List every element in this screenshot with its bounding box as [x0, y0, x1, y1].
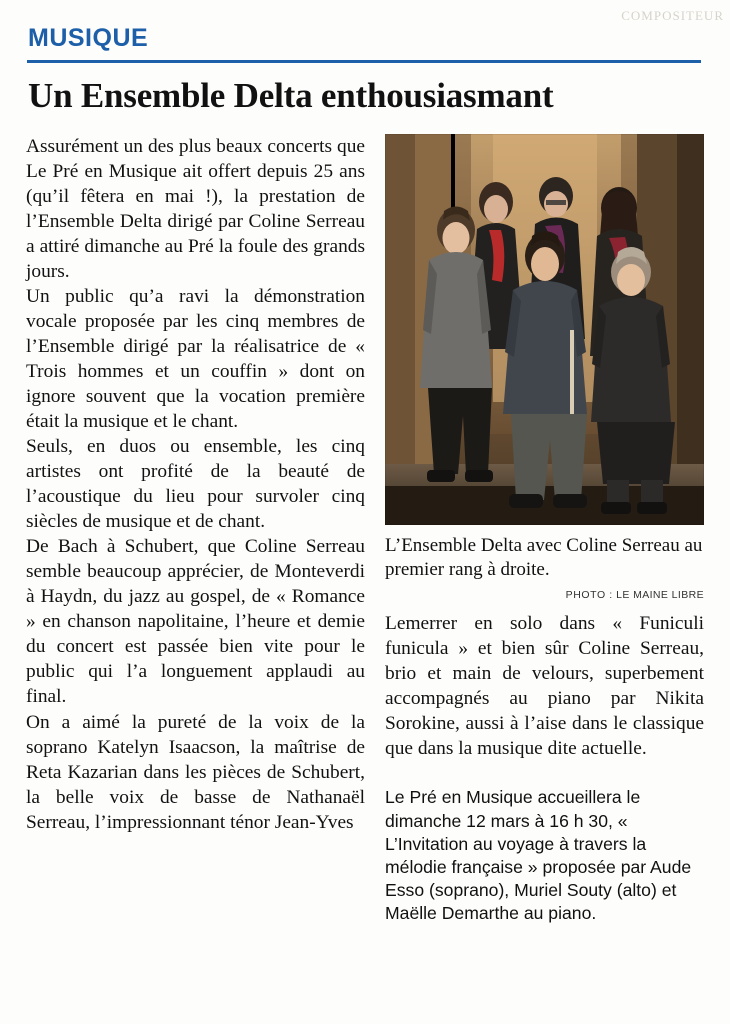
column-spacer: [385, 774, 704, 775]
paragraph: Le Pré en Musique accueillera le dimanche 12 mars à 16 h 30, « L’Invitation au voyage à travers la mélodie française » proposée par Aude Esso (soprano), Muriel Souty (alto) et Maëlle Demarthe au piano.: [385, 787, 692, 923]
left-column-body: [26, 134, 365, 835]
paragraph: Seuls, en duos ou ensemble, les cinq artistes ont profité de la beauté de l’acoustique du lieu pour survoler cinq siècles de musique et de chant.: [26, 436, 365, 533]
right-column: [385, 134, 704, 925]
photo-illustration: [385, 134, 704, 525]
left-column: [26, 134, 365, 925]
section-rubric: MUSIQUE: [28, 24, 149, 52]
article-headline: Un Ensemble Delta enthousiasmant: [28, 76, 554, 115]
paragraph: Un public qu’a ravi la démonstration vocale proposée par les cinq membres de l’Ensemble dirigé par la réalisatrice de « Trois hommes et un couffin » dont on ignore souvent que la vocation première était la musique et le chant.: [26, 285, 365, 433]
right-column-body: [385, 611, 704, 761]
paragraph: Assurément un des plus beaux concerts que Le Pré en Musique ait offert depuis 25 ans (qu’il fêtera en mai !), la prestation de l’Ensemble Delta dirigé par Coline Serreau a attiré dimanche au Pré la foule des grands jours.: [26, 135, 365, 282]
photo-credit-label: PHOTO :: [565, 589, 613, 602]
article-container: [26, 0, 704, 1024]
paragraph: Lemerrer en solo dans « Funiculi funicula » et bien sûr Coline Serreau, brio et main de velours, superbement accompagnés au piano par Nikita Sorokine, aussi à l’aise dans le classique que dans la musique dite actuelle.: [385, 613, 704, 760]
photo-credit-source: LE MAINE LIBRE: [616, 589, 704, 602]
background-bleed-text: COMPOSITEUR: [621, 8, 724, 23]
rubric-divider: [27, 60, 701, 63]
paragraph: De Bach à Schubert, que Coline Serreau semble beaucoup apprécier, de Monteverdi à Haydn, du jazz au gospel, de « Romance » en chanson napolitaine, l’heure et demie du concert est passée bien vite pour le public qui l’a longuement applaudi au final.: [26, 536, 365, 708]
photo-caption: L’Ensemble Delta avec Coline Serreau au premier rang à droite.: [385, 534, 703, 580]
article-columns: [26, 134, 704, 925]
photo-credit: [385, 589, 704, 601]
ensemble-delta-group-photo: [385, 134, 704, 525]
practical-info-block: [385, 786, 704, 924]
paragraph: On a aimé la pureté de la voix de la soprano Katelyn Isaacson, la maîtrise de Reta Kazarian dans les pièces de Schubert, la belle voix de basse de Nathanaël Serreau, l’impressionnant ténor Jean-Yves: [26, 711, 365, 833]
